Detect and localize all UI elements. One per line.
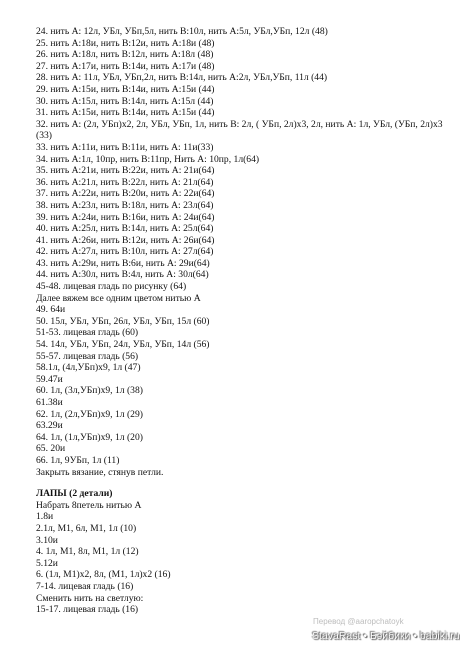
pattern-row: 29. нить А:15и, нить В:14и, нить А:15и (44) xyxy=(36,83,215,95)
translation-credit: Перевод @aaropchatoyk xyxy=(313,617,404,626)
pattern-row: 25. нить А:18и, нить В:12и, нить А:18и (48) xyxy=(36,37,215,49)
pattern-row: 2.1л, М1, 6л, М1, 1л (10) xyxy=(36,522,137,534)
pattern-row: 64. 1л, (1л,УБп)х9, 1л (20) xyxy=(36,431,143,443)
section-gap xyxy=(36,478,448,488)
pattern-row: 5.12и xyxy=(36,557,58,569)
pattern-row: 24. нить А: 12л, УБл, УБп,5л, нить В:10л, нить А:5л, УБл,УБп, 12л (48) xyxy=(36,26,328,37)
pattern-row: 39. нить А:24и, нить В:16и, нить А: 24и(64) xyxy=(36,211,215,223)
pattern-row: 26. нить А:18л, нить В:12л, нить А:18л (48) xyxy=(36,49,214,61)
pattern-row: 62. 1л, (2л,УБп)х9, 1л (29) xyxy=(36,408,143,420)
pattern-row: Сменить нить на светлую: xyxy=(36,592,144,604)
pattern-row: Закрыть вязание, стянув петли. xyxy=(36,466,164,478)
pattern-row: 36. нить А:21л, нить В:22л, нить А: 21л(64) xyxy=(36,176,214,188)
pattern-row: 33. нить А:11и, нить В:11и, нить А: 11и(33) xyxy=(36,141,214,153)
pattern-row: 7-14. лицевая гладь (16) xyxy=(36,580,134,592)
pattern-row: 44. нить А:30л, нить В:4л, нить А: 30л(64) xyxy=(36,269,209,281)
pattern-row: 1.8и xyxy=(36,511,54,523)
pattern-row: 45-48. лицевая гладь по рисунку (64) xyxy=(36,281,187,293)
pattern-row: 3.10и xyxy=(36,534,58,546)
pattern-row: 28. нить А: 11л, УБл, УБп,2л, нить В:14л, нить А:2л, УБл,УБп, 11л (44) xyxy=(36,72,328,84)
pattern-row: 37. нить А:22и, нить В:20и, нить А: 22и(64) xyxy=(36,188,215,200)
site-watermark: StavaRast • Бэйбики • babiki.ru xyxy=(312,630,460,642)
pattern-row: 38. нить А:23л, нить В:18л, нить А: 23л(64) xyxy=(36,199,214,211)
pattern-row: 42. нить А:27л, нить В:10л, нить А: 27л(64) xyxy=(36,246,214,258)
pattern-document xyxy=(36,26,448,616)
pattern-row: 41. нить А:26и, нить В:12и, нить А: 26и(64) xyxy=(36,234,215,246)
pattern-row: 59.47и xyxy=(36,373,63,385)
pattern-row: 32. нить А: (2л, УБп)х2, 2л, УБл, УБп, 1л, нить В: 2л, ( УБп, 2л)х3, 2л, нить А: 1л, УБл, (УБп, 2л)х3 (33) xyxy=(36,118,443,142)
pattern-row: 65. 20и xyxy=(36,443,66,455)
pattern-row: 4. 1л, М1, 8л, М1, 1л (12) xyxy=(36,546,139,558)
pattern-row: 63.29и xyxy=(36,420,63,432)
pattern-row: 40. нить А:25л, нить В:14л, нить А: 25л(64) xyxy=(36,223,214,235)
pattern-row: Далее вяжем все одним цветом нитью А xyxy=(36,292,201,304)
pattern-row: 35. нить А:21и, нить В:22и, нить А: 21и(64) xyxy=(36,165,215,177)
pattern-row: 31. нить А:15и, нить В:14и, нить А:15и (44) xyxy=(36,107,215,119)
pattern-row: 27. нить А:17и, нить В:14и, нить А:17и (48) xyxy=(36,60,215,72)
pattern-row: 43. нить А:29и, нить В:6и, нить А: 29и(64) xyxy=(36,257,210,269)
pattern-row: 58.1л, (4л,УБп)х9, 1л (47) xyxy=(36,362,141,374)
pattern-row: 55-57. лицевая гладь (56) xyxy=(36,350,139,362)
pattern-row: 61.38и xyxy=(36,397,63,408)
pattern-row: 60. 1л, (3л,УБп)х9, 1л (38) xyxy=(36,385,143,397)
pattern-rows xyxy=(36,26,448,478)
pattern-row: 30. нить А:15л, нить В:14л, нить А:15л (44) xyxy=(36,95,214,107)
pattern-row: 49. 64и xyxy=(36,304,66,316)
pattern-row: 51-53. лицевая гладь (60) xyxy=(36,327,139,339)
pattern-row: 15-17. лицевая гладь (16) xyxy=(36,604,139,616)
pattern-row: 66. 1л, 9УБп, 1л (11) xyxy=(36,454,120,466)
pattern-row: Набрать 8петель нитью А xyxy=(36,499,142,511)
paws-heading: ЛАПЫ (2 детали) xyxy=(36,488,113,500)
pattern-row: 50. 15л, УБл, УБп, 26л, УБл, УБп, 15л (60) xyxy=(36,315,210,327)
pattern-row: 34. нить А:1л, 10пр, нить В:11пр, Нить А: 10пр, 1л(64) xyxy=(36,153,260,165)
pattern-row: 54. 14л, УБл, УБп, 24л, УБл, УБп, 14л (56) xyxy=(36,339,210,351)
paws-rows xyxy=(36,500,448,616)
pattern-row: 6. (1л, М1)х2, 8л, (М1, 1л)х2 (16) xyxy=(36,569,171,581)
